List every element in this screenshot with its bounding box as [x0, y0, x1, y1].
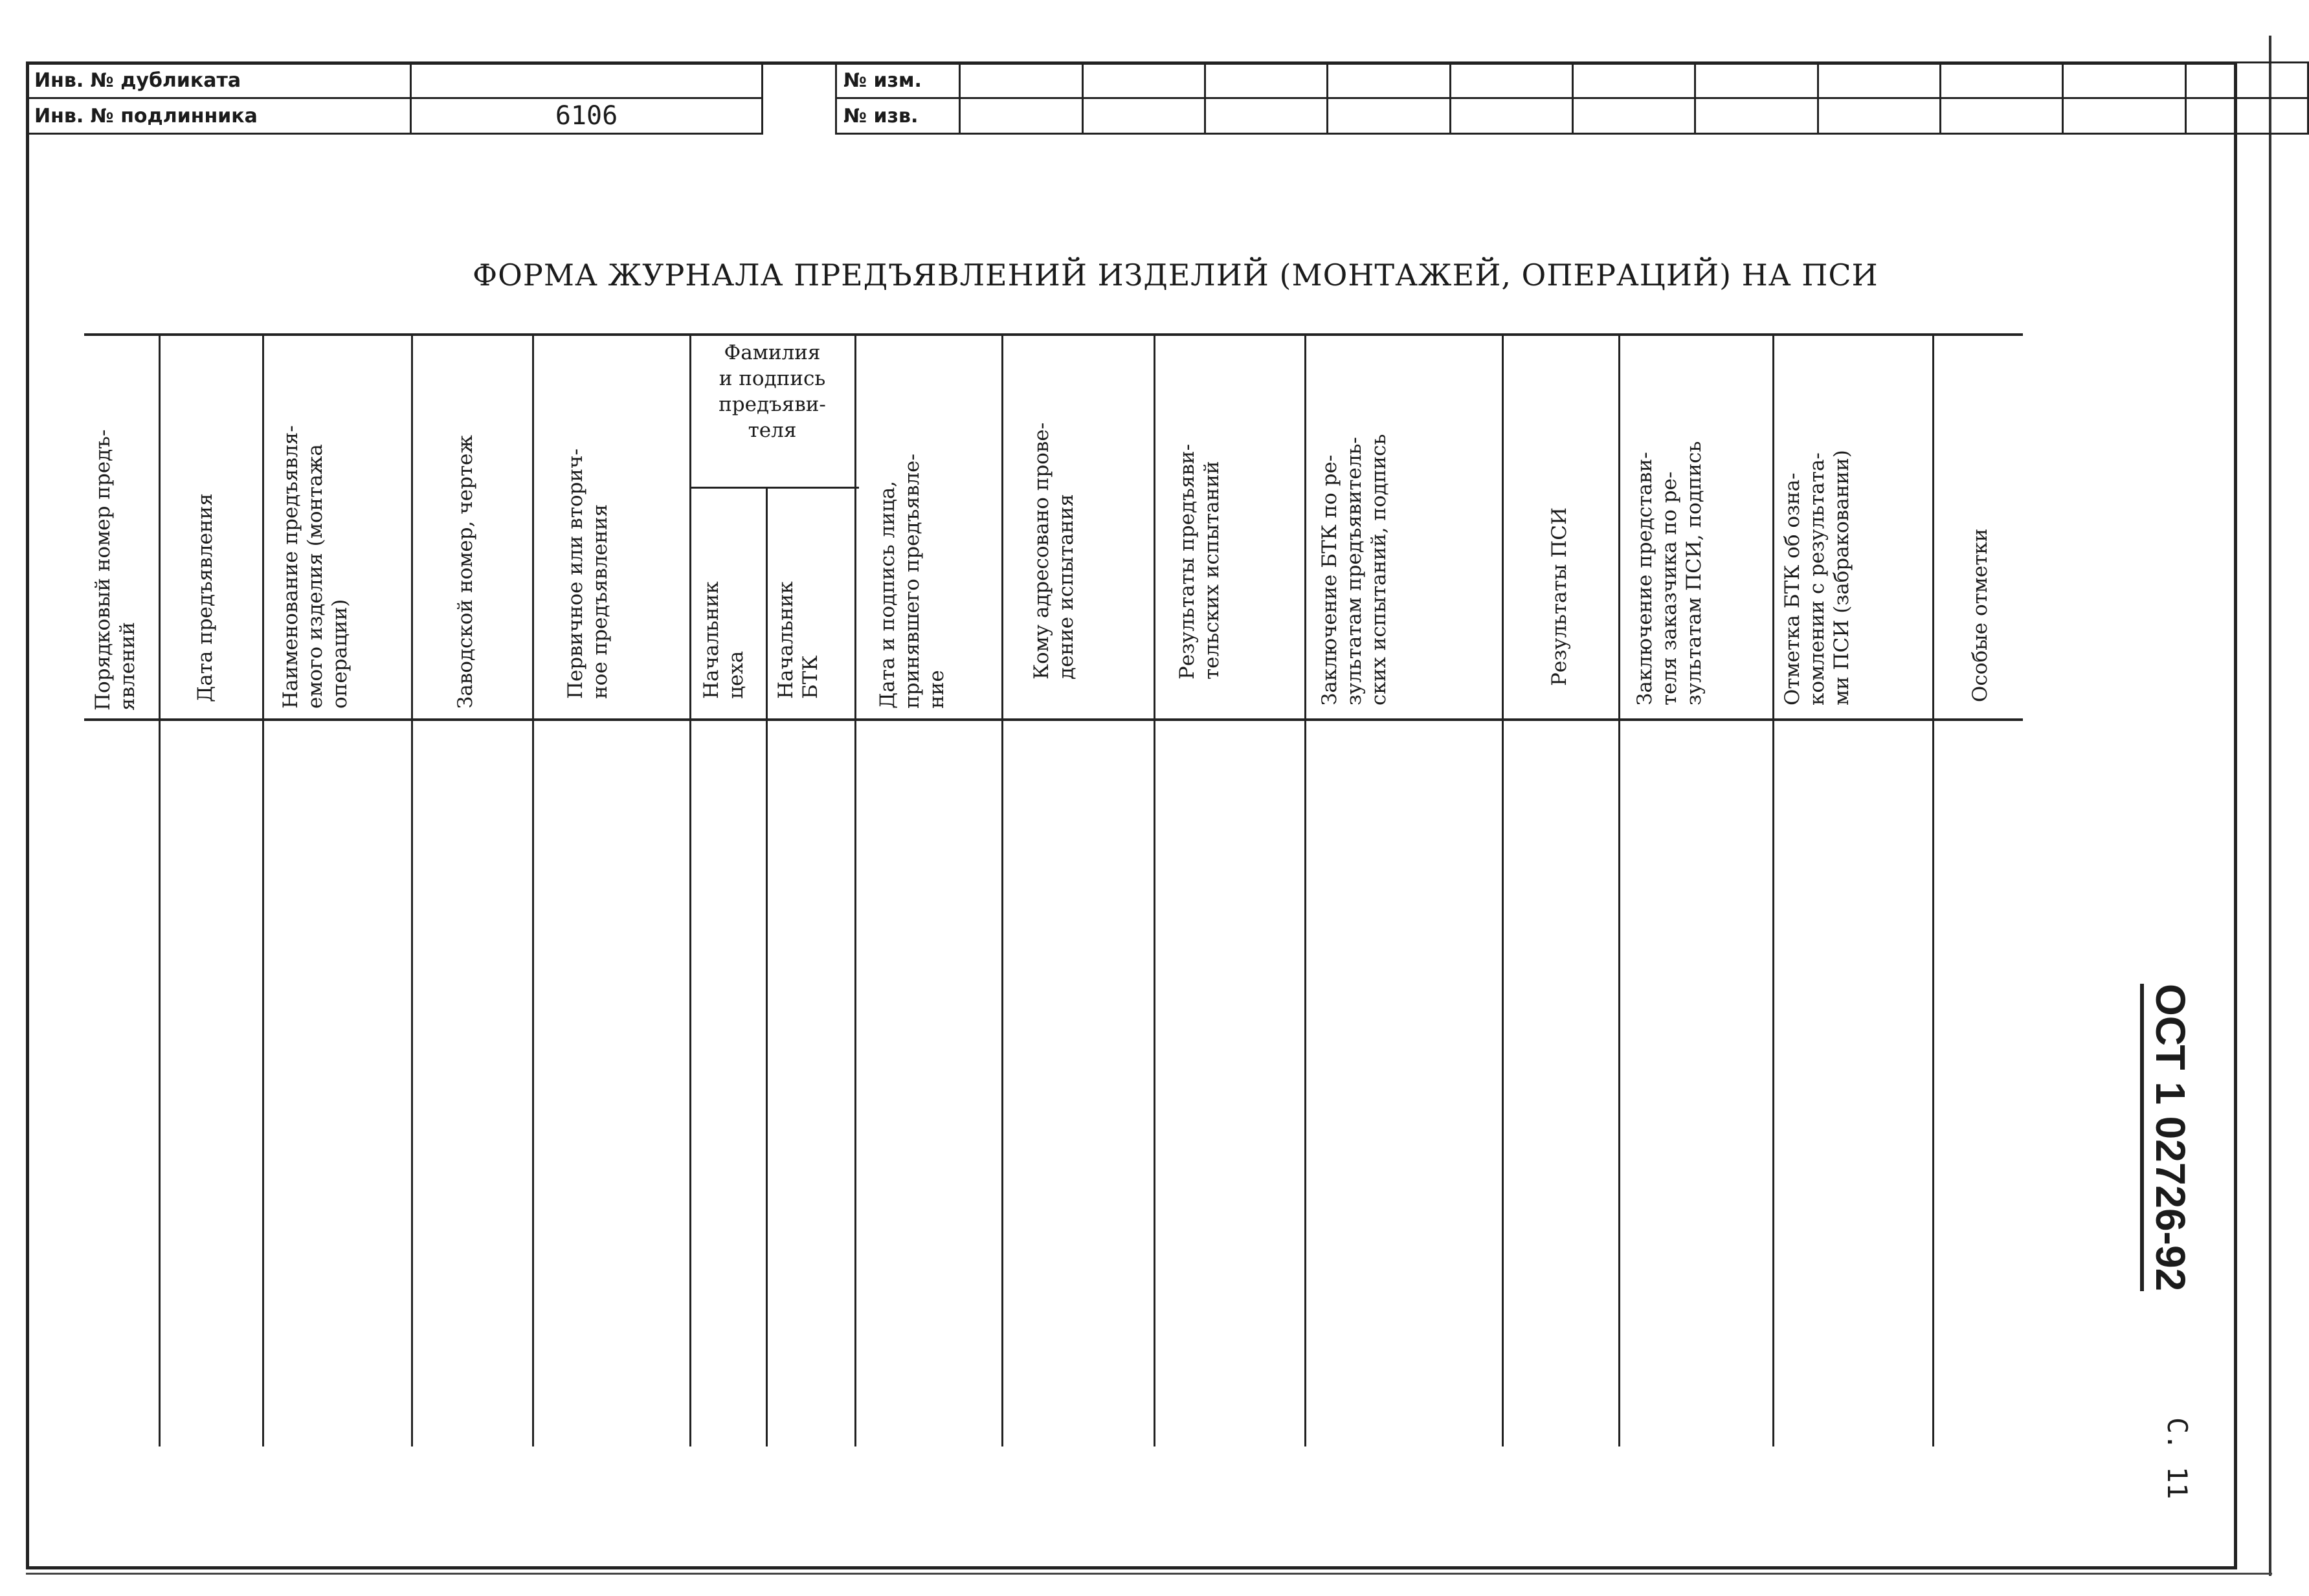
column-divider	[766, 487, 768, 1446]
group-header-presenter: Фамилия и подпись предъяви- теля	[719, 341, 826, 442]
izv-cell	[2185, 98, 2308, 134]
izv-cell	[1695, 98, 1818, 134]
izm-cell	[1572, 63, 1695, 98]
izm-cell	[2185, 63, 2308, 98]
column-header: Результаты ПСИ	[1548, 507, 1571, 686]
column-header: Начальник БТК	[774, 581, 822, 699]
change-stamp	[835, 61, 2309, 135]
column-divider	[411, 333, 413, 1446]
orig-value: 6106	[411, 98, 763, 134]
column-header: Отметка БТК об озна- комлении с результата- ми ПСИ (забраковании)	[1781, 450, 1853, 705]
izm-cell	[1328, 63, 1450, 98]
frame-right-edge	[2269, 36, 2271, 1576]
izm-cell	[1818, 63, 1940, 98]
column-divider	[1154, 333, 1155, 1446]
column-divider	[159, 333, 161, 1446]
column-header: Заводской номер, чертеж	[454, 435, 477, 709]
column-header: Заключение представи- теля заказчика по ре- зультатам ПСИ, подпись	[1633, 441, 1706, 705]
column-header: Первичное или вторич- ное предъявления	[564, 449, 612, 699]
izm-cell	[1450, 63, 1572, 98]
izv-cell	[960, 98, 1082, 134]
inventory-stamp	[26, 61, 763, 135]
column-divider	[262, 333, 264, 1446]
izm-cell	[2063, 63, 2185, 98]
column-divider	[1304, 333, 1306, 1446]
column-header: Порядковый номер предъ- явлений	[91, 429, 139, 711]
izm-label: № изм.	[836, 63, 960, 98]
izv-label: № изв.	[836, 98, 960, 134]
form-title: ФОРМА ЖУРНАЛА ПРЕДЪЯВЛЕНИЙ ИЗДЕЛИЙ (МОНТАЖЕЙ, ОПЕРАЦИЙ) НА ПСИ	[473, 258, 1879, 293]
column-divider	[1618, 333, 1620, 1446]
column-divider	[1502, 333, 1504, 1446]
column-divider	[1001, 333, 1003, 1446]
izv-cell	[2063, 98, 2185, 134]
column-divider	[854, 333, 856, 1446]
column-header: Дата и подпись лица, принявшего предъявле- ние	[876, 454, 948, 709]
izv-cell	[1572, 98, 1695, 134]
izv-cell	[1205, 98, 1328, 134]
izv-cell	[1450, 98, 1572, 134]
column-header: Кому адресовано прове- дение испытания	[1030, 422, 1078, 680]
izm-cell	[1082, 63, 1205, 98]
izv-cell	[1328, 98, 1450, 134]
column-header: Особые отметки	[1969, 528, 1992, 702]
izm-cell	[1695, 63, 1818, 98]
table-header-rule	[84, 718, 2023, 721]
column-header: Заключение БТК по ре- зультатам предъявитель- ских испытаний, подпись	[1318, 434, 1390, 705]
izv-cell	[1818, 98, 1940, 134]
dup-value	[411, 63, 763, 98]
izm-cell	[960, 63, 1082, 98]
column-header: Результаты предъяви- тельских испытаний	[1176, 443, 1223, 680]
column-divider	[689, 333, 691, 1446]
column-header: Наименование предъявля- емого изделия (монтажа операции)	[279, 425, 351, 709]
izm-cell	[1205, 63, 1328, 98]
izm-cell	[1940, 63, 2062, 98]
column-divider	[1772, 333, 1774, 1446]
group-header-rule	[689, 487, 859, 489]
document-number: ОСТ 1 02726-92	[2140, 984, 2194, 1291]
frame-bottom-edge	[26, 1573, 2272, 1575]
column-header: Дата предъявления	[194, 493, 217, 702]
column-divider	[532, 333, 534, 1446]
table-top-rule	[84, 333, 2023, 336]
dup-label: Инв. № дубликата	[27, 63, 411, 98]
izv-cell	[1082, 98, 1205, 134]
column-divider	[1932, 333, 1934, 1446]
orig-label: Инв. № подлинника	[27, 98, 411, 134]
izv-cell	[1940, 98, 2062, 134]
page-number: С. 11	[2161, 1417, 2193, 1500]
column-header: Начальник цеха	[700, 581, 748, 699]
